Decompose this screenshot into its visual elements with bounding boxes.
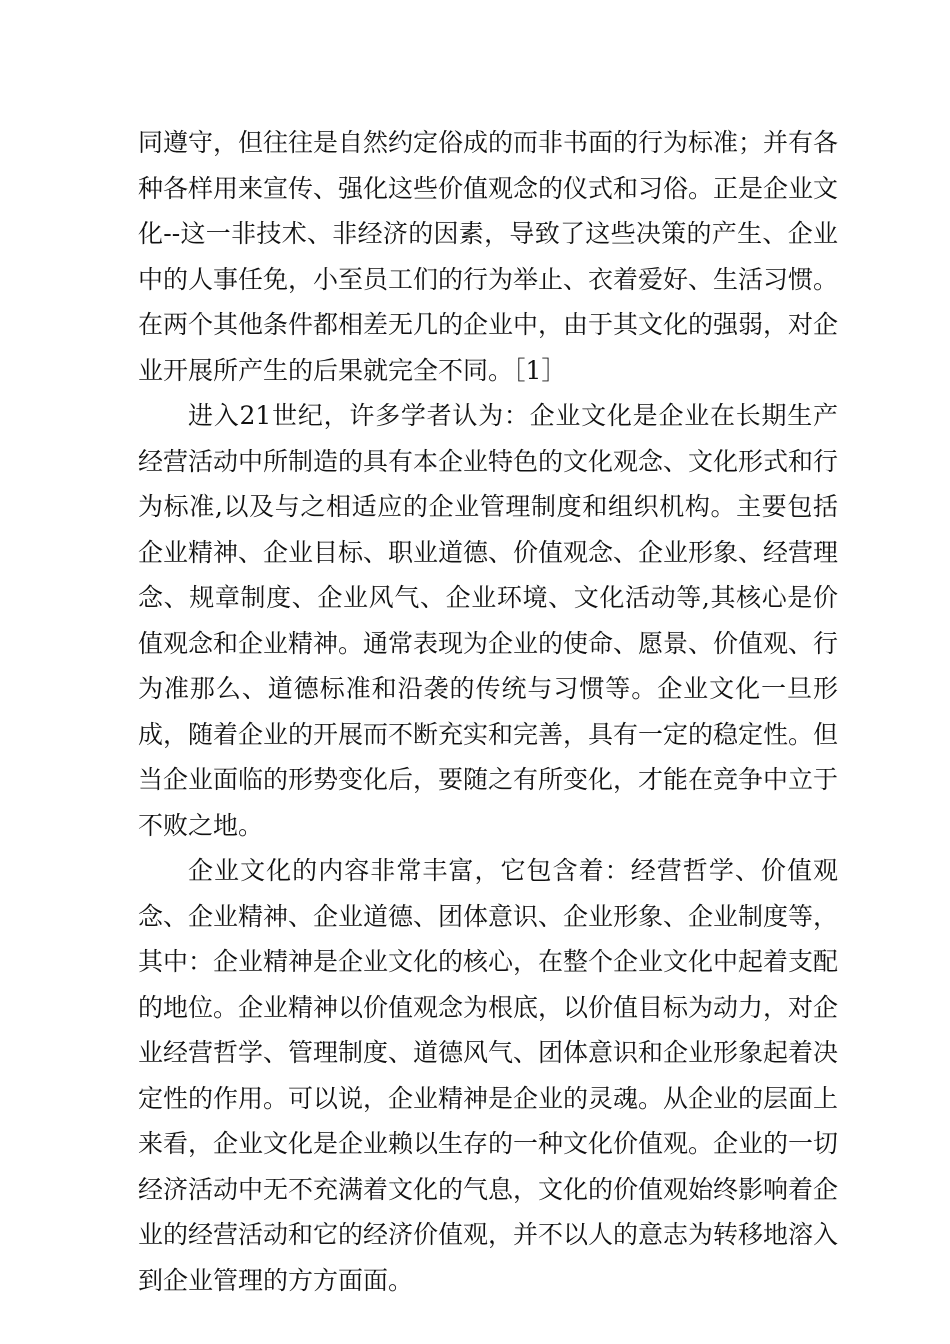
paragraph-2: 进入21世纪，许多学者认为：企业文化是企业在长期生产经营活动中所制造的具有本企业特色的文化观念、文化形式和行为标准,以及与之相适应的企业管理制度和组织机构。主要包括企业精神、企业目标、职业道德、价值观念、企业形象、经营理念、规章制度、企业风气、企业环境、文化活动等,其核心是价值观念和企业精神。通常表现为企业的使命、愿景、价值观、行为准那么、道德标准和沿袭的传统与习惯等。企业文化一旦形成，随着企业的开展而不断充实和完善，具有一定的稳定性。但当企业面临的形势变化后，要随之有所变化，才能在竞争中立于不败之地。 — [138, 401, 839, 840]
paragraph-1: 同遵守，但往往是自然约定俗成的而非书面的行为标准；并有各种各样用来宣传、强化这些价值观念的仪式和习俗。正是企业文化--这一非技术、非经济的因素，导致了这些决策的产生、企业中的人事任免，小至员工们的行为举止、衣着爱好、生活习惯。在两个其他条件都相差无几的企业中，由于其文化的强弱，对企业开展所产生的后果就完全不同。［1］ — [138, 128, 839, 385]
paragraph-3: 企业文化的内容非常丰富，它包含着：经营哲学、价值观念、企业精神、企业道德、团体意识、企业形象、企业制度等，其中：企业精神是企业文化的核心，在整个企业文化中起着支配的地位。企业精神以价值观念为根底，以价值目标为动力，对企业经营哲学、管理制度、道德风气、团体意识和企业形象起着决定性的作用。可以说，企业精神是企业的灵魂。从企业的层面上来看，企业文化是企业赖以生存的一种文化价值观。企业的一切经济活动中无不充满着文化的气息，文化的价值观始终影响着企业的经营活动和它的经济价值观，并不以人的意志为转移地溶入到企业管理的方方面面。 — [138, 856, 839, 1295]
body-text — [138, 120, 838, 1303]
